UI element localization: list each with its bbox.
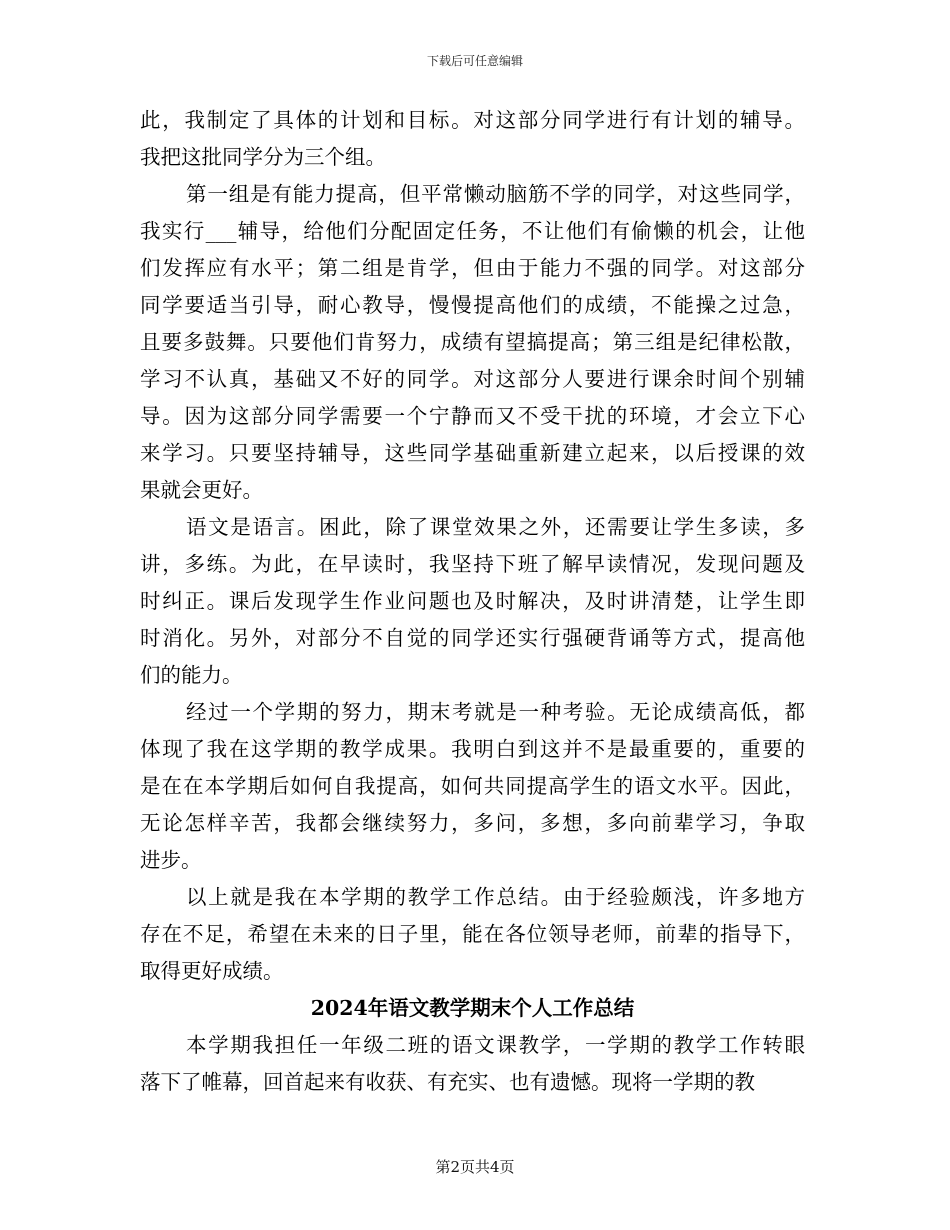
- paragraph: [140, 879, 805, 990]
- text-line: 取得更好成绩。: [140, 959, 284, 983]
- text-line: 们发挥应有水平；第二组是肯学，但由于能力不强的同学。对这部分: [140, 256, 805, 280]
- text-line: 讲，多练。为此，在早读时，我坚持下班了解早读情况，发现问题及: [140, 552, 805, 576]
- paragraph: [140, 509, 805, 694]
- text-line: 以上就是我在本学期的教学工作总结。由于经验颇浅，许多地方: [186, 885, 805, 909]
- text-line: 时消化。另外，对部分不自觉的同学还实行强硬背诵等方式，提高他: [140, 626, 805, 650]
- text-line: 落下了帷幕，回首起来有收获、有充实、也有遗憾。现将一学期的教: [140, 1070, 755, 1094]
- text-line: 导。因为这部分同学需要一个宁静而又不受干扰的环境，才会立下心: [140, 404, 805, 428]
- paragraph: [140, 1027, 805, 1101]
- text-line: 是在在本学期后如何自我提高，如何共同提高学生的语文水平。因此，: [140, 774, 805, 798]
- text-line: 我把这批同学分为三个组。: [140, 145, 386, 169]
- text-line: 我实行___辅导，给他们分配固定任务，不让他们有偷懒的机会，让他: [140, 219, 805, 243]
- text-line: 第一组是有能力提高，但平常懒动脑筋不学的同学，对这些同学，: [186, 182, 805, 206]
- text-line: 果就会更好。: [140, 478, 263, 502]
- page-footer: 第2页共4页: [435, 1158, 515, 1176]
- page-header: 下载后可任意编辑: [426, 54, 523, 68]
- document-body: [140, 102, 805, 1101]
- text-line: 同学要适当引导，耐心教导，慢慢提高他们的成绩，不能操之过急，: [140, 293, 805, 317]
- text-line: 无论怎样辛苦，我都会继续努力，多问，多想，多向前辈学习，争取: [140, 811, 805, 835]
- text-line: 体现了我在这学期的教学成果。我明白到这并不是最重要的，重要的: [140, 737, 805, 761]
- text-line: 存在不足，希望在未来的日子里，能在各位领导老师，前辈的指导下，: [140, 922, 805, 946]
- text-line: 时纠正。课后发现学生作业问题也及时解决，及时讲清楚，让学生即: [140, 589, 805, 613]
- text-line: 经过一个学期的努力，期末考就是一种考验。无论成绩高低，都: [186, 700, 805, 724]
- text-line: 进步。: [140, 848, 202, 872]
- paragraph: [140, 176, 805, 509]
- text-line: 本学期我担任一年级二班的语文课教学，一学期的教学工作转眼: [186, 1033, 805, 1057]
- paragraph: [140, 102, 805, 176]
- text-line: 且要多鼓舞。只要他们肯努力，成绩有望搞提高；第三组是纪律松散，: [140, 330, 805, 354]
- text-line: 来学习。只要坚持辅导，这些同学基础重新建立起来，以后授课的效: [140, 441, 805, 465]
- text-line: 们的能力。: [140, 663, 243, 687]
- paragraph-list: [140, 102, 805, 990]
- text-line: 语文是语言。困此，除了课堂效果之外，还需要让学生多读，多: [186, 515, 805, 539]
- text-line: 此，我制定了具体的计划和目标。对这部分同学进行有计划的辅导。: [140, 108, 805, 132]
- section-title: 2024年语文教学期末个人工作总结: [310, 996, 635, 1020]
- closing-paragraph: [140, 1027, 805, 1101]
- paragraph: [140, 694, 805, 879]
- text-line: 学习不认真，基础又不好的同学。对这部分人要进行课余时间个别辅: [140, 367, 805, 391]
